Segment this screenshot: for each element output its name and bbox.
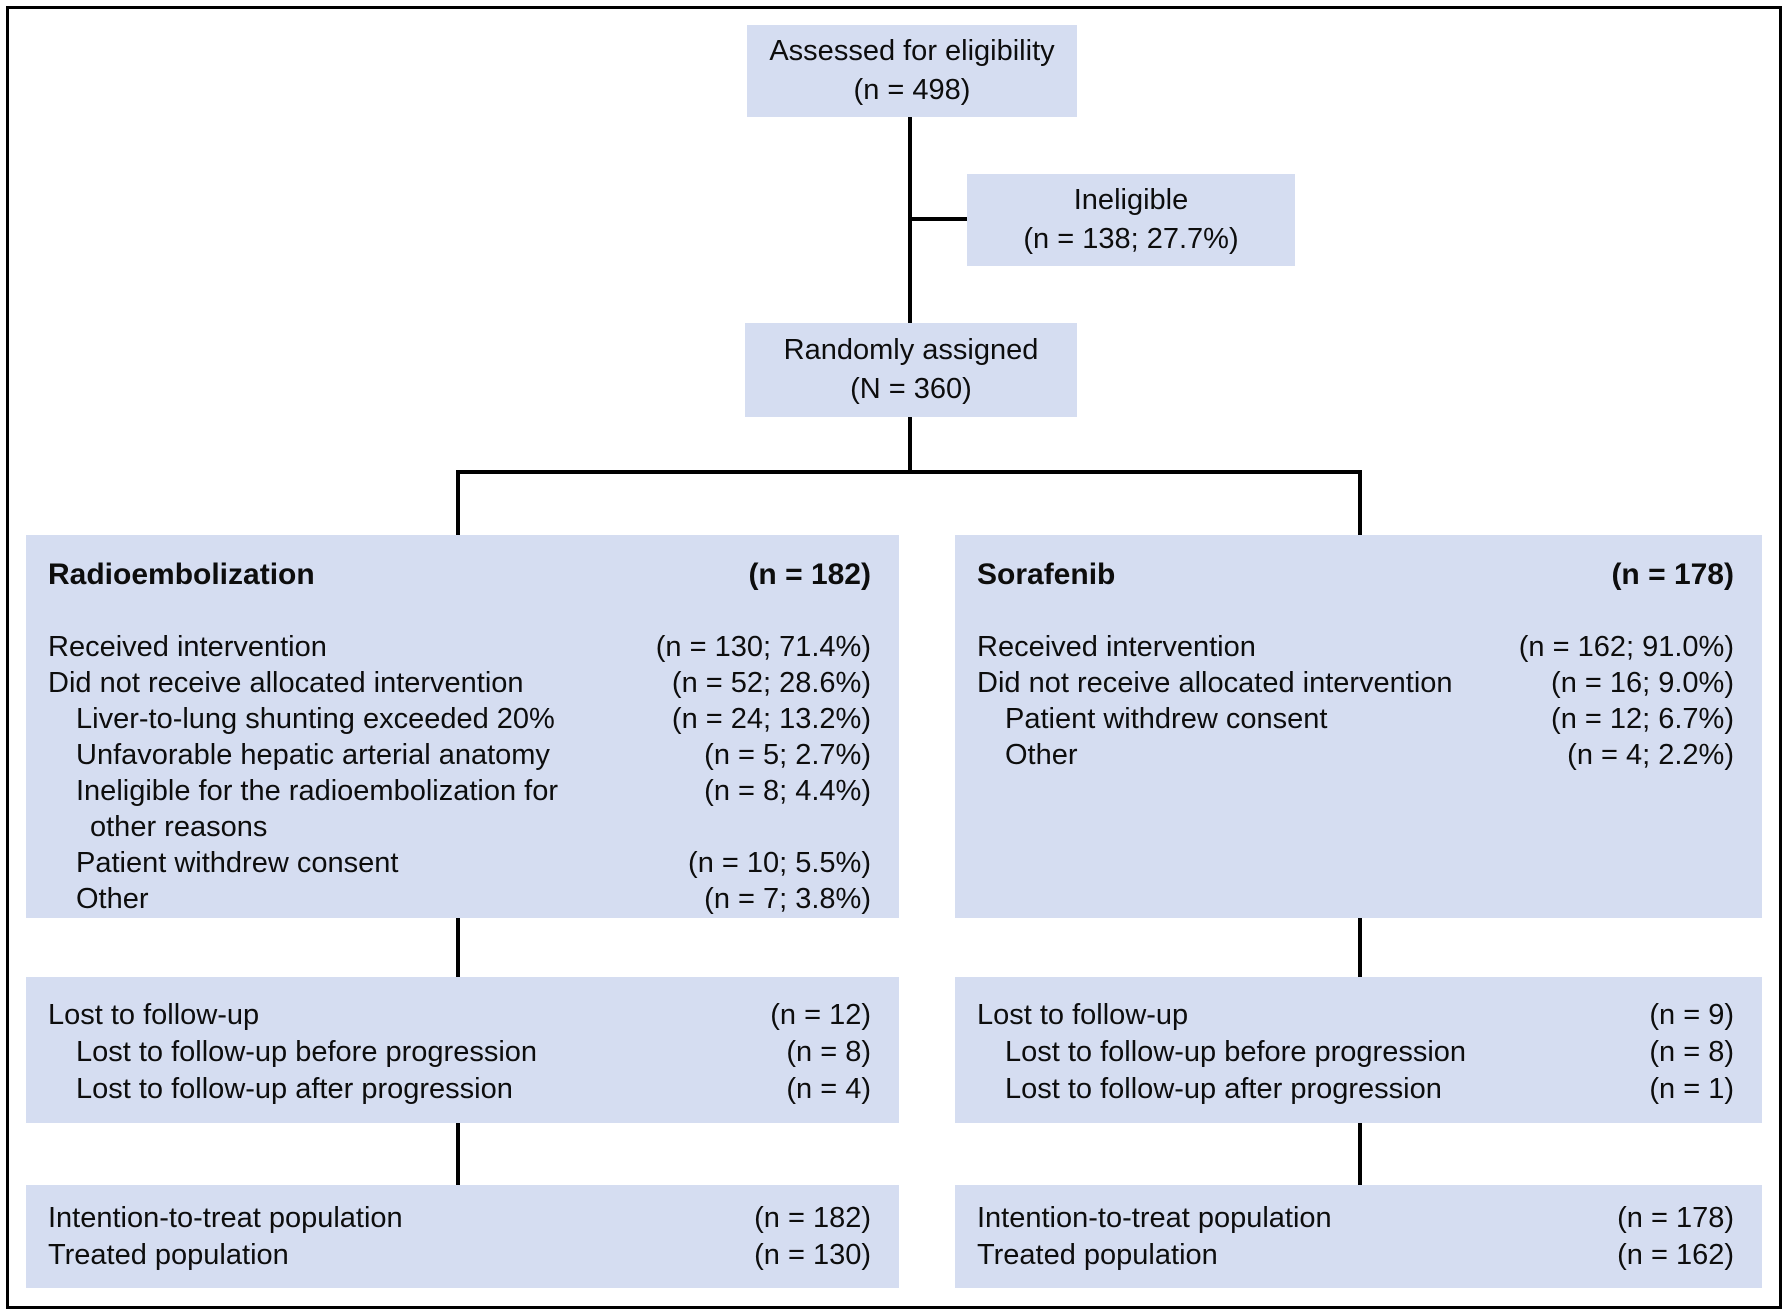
stat-row [977, 629, 1734, 665]
stat-label: Did not receive allocated intervention [977, 667, 1453, 699]
arm-title: Sorafenib [977, 558, 1116, 591]
stat-value: (n = 4) [786, 1073, 871, 1105]
stat-row [48, 629, 871, 665]
stat-row [48, 665, 871, 701]
stat-label: Lost to follow-up after progression [76, 1073, 513, 1105]
stat-row [977, 665, 1734, 701]
stat-label: Lost to follow-up before progression [76, 1036, 538, 1068]
itt-population-left-box [26, 1185, 899, 1288]
stat-label: Received intervention [977, 631, 1256, 663]
stat-row [48, 1034, 871, 1071]
stat-value: (n = 12; 6.7%) [1551, 703, 1734, 735]
connector-branch-drop-right [1358, 472, 1362, 535]
spacer [48, 593, 871, 629]
stat-row [48, 773, 871, 845]
stat-value: (n = 130; 71.4%) [655, 631, 871, 663]
connector-leftlost-to-itt [456, 1123, 460, 1185]
stat-label: Liver-to-lung shunting exceeded 20% [76, 703, 555, 735]
arm-title-count: (n = 182) [748, 558, 871, 591]
stat-label-line1: Ineligible for the radioembolization for [76, 775, 558, 807]
connector-rightarm-to-lost [1358, 918, 1362, 977]
stat-value: (n = 8) [1649, 1036, 1734, 1068]
stat-value: (n = 52; 28.6%) [671, 667, 871, 699]
stat-row [977, 701, 1734, 737]
ineligible-label: Ineligible [1073, 184, 1189, 216]
stat-label: Received intervention [48, 631, 327, 663]
stat-value: (n = 16; 9.0%) [1551, 667, 1734, 699]
stat-value: (n = 162) [1617, 1239, 1734, 1271]
connector-branch-horizontal [456, 470, 1362, 474]
ineligible-count: (n = 138; 27.7%) [1023, 223, 1239, 255]
sorafenib-arm-box [955, 535, 1762, 918]
stat-row [48, 1071, 871, 1108]
stat-value: (n = 130) [754, 1239, 871, 1271]
stat-value: (n = 8) [786, 1036, 871, 1068]
stat-label: Treated population [48, 1239, 289, 1271]
stat-label: Intention-to-treat population [48, 1202, 403, 1234]
stat-row [977, 1237, 1734, 1274]
lost-followup-right-box [955, 977, 1762, 1123]
assessed-count: (n = 498) [853, 74, 971, 106]
arm-title: Radioembolization [48, 558, 315, 591]
stat-value: (n = 7; 3.8%) [704, 883, 871, 915]
stat-value: (n = 1) [1649, 1073, 1734, 1105]
connector-branch-drop-left [456, 472, 460, 535]
stat-row [48, 1237, 871, 1274]
stat-label: Unfavorable hepatic arterial anatomy [76, 739, 550, 771]
stat-value: (n = 178) [1617, 1202, 1734, 1234]
connector-stub-ineligible [908, 217, 967, 221]
stat-label: Other [76, 883, 149, 915]
stat-label: Other [1005, 739, 1078, 771]
randomized-count: (N = 360) [850, 373, 972, 405]
stat-row [48, 701, 871, 737]
itt-population-right-box [955, 1185, 1762, 1288]
stat-label: Lost to follow-up [48, 999, 260, 1031]
stat-label-line2: other reasons [90, 811, 268, 843]
arm-title-count: (n = 178) [1611, 558, 1734, 591]
stat-label: Lost to follow-up before progression [1005, 1036, 1467, 1068]
assessed-for-eligibility-box [747, 25, 1077, 117]
randomly-assigned-box [745, 323, 1077, 417]
stat-row [977, 1071, 1734, 1108]
radioembolization-arm-box [26, 535, 899, 918]
arm-header [977, 557, 1734, 593]
stat-row [977, 1200, 1734, 1237]
stat-value: (n = 12) [770, 999, 871, 1031]
stat-row [48, 845, 871, 881]
stat-row [48, 1200, 871, 1237]
connector-leftarm-to-lost [456, 918, 460, 977]
stat-value: (n = 162; 91.0%) [1518, 631, 1734, 663]
stat-label: Treated population [977, 1239, 1218, 1271]
stat-value: (n = 8; 4.4%) [704, 775, 871, 807]
stat-label: Lost to follow-up [977, 999, 1189, 1031]
stat-label: Did not receive allocated intervention [48, 667, 524, 699]
lost-followup-left-box [26, 977, 899, 1123]
stat-row [977, 737, 1734, 773]
stat-label: Lost to follow-up after progression [1005, 1073, 1442, 1105]
stat-label: Patient withdrew consent [76, 847, 399, 879]
stat-row [977, 1034, 1734, 1071]
ineligible-box [967, 174, 1295, 266]
stat-value: (n = 182) [754, 1202, 871, 1234]
assessed-label: Assessed for eligibility [769, 35, 1055, 67]
randomized-label: Randomly assigned [783, 334, 1039, 366]
stat-row [977, 997, 1734, 1034]
stat-value: (n = 9) [1649, 999, 1734, 1031]
stat-label: Intention-to-treat population [977, 1202, 1332, 1234]
connector-rightlost-to-itt [1358, 1123, 1362, 1185]
stat-value: (n = 10; 5.5%) [688, 847, 871, 879]
stat-label: Patient withdrew consent [1005, 703, 1328, 735]
stat-row [48, 881, 871, 917]
connector-randomized-to-branch [908, 417, 912, 472]
stat-row [48, 737, 871, 773]
stat-value: (n = 24; 13.2%) [671, 703, 871, 735]
arm-header [48, 557, 871, 593]
stat-row [48, 997, 871, 1034]
stat-value: (n = 5; 2.7%) [704, 739, 871, 771]
stat-value: (n = 4; 2.2%) [1567, 739, 1734, 771]
spacer [977, 593, 1734, 629]
stat-label [48, 773, 558, 845]
